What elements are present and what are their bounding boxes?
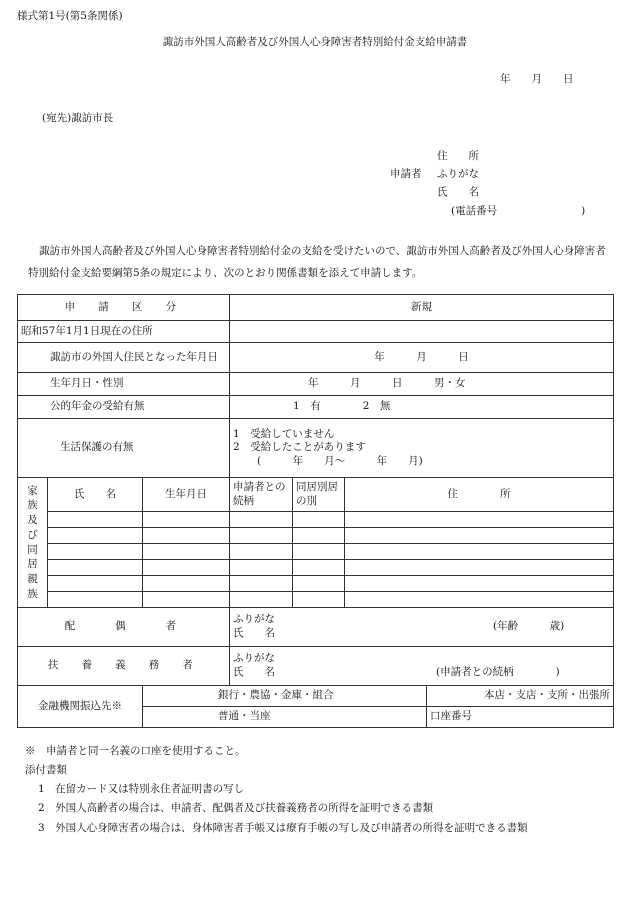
notes-section [25, 745, 528, 841]
date-field[interactable]: 年 月 日 [500, 73, 574, 85]
welfare-label: 生活保護の有無 [18, 419, 230, 478]
family-row[interactable] [18, 512, 614, 528]
attachment-item: 1 在留カード又は特別永住者証明書の写し [38, 783, 245, 796]
birth-sex-label: 生年月日・性別 [18, 373, 230, 396]
applicant-name-label: 氏 名 [437, 186, 479, 198]
resident-date-input[interactable]: 年 月 日 [230, 343, 614, 373]
pension-options[interactable]: 1 有 2 無 [230, 396, 614, 419]
pension-label: 公的年金の受給有無 [18, 396, 230, 419]
supporter-furigana-label: ふりがな [233, 652, 276, 665]
family-header-relation: 申請者との続柄 [230, 478, 293, 512]
family-row[interactable] [18, 592, 614, 608]
resident-date-label: 諏訪市の外国人住民となった年月日 [18, 343, 230, 373]
supporter-info[interactable] [230, 647, 614, 686]
supporter-name-label: 氏 名 [233, 665, 276, 678]
family-row[interactable] [18, 544, 614, 560]
spouse-label: 配 偶 者 [18, 608, 230, 647]
family-section-label: 家 族 及 び 同 居 親 族 [18, 478, 48, 608]
bank-label: 金融機関振込先※ [18, 686, 143, 728]
form-title: 諏訪市外国人高齢者及び外国人心身障害者特別給付金支給申請書 [162, 36, 468, 48]
application-table [17, 294, 614, 728]
family-row[interactable] [18, 528, 614, 544]
addressee: (宛先)諏訪市長 [42, 112, 114, 124]
welfare-period[interactable]: ( 年 月～ 年 月) [257, 454, 423, 467]
spouse-furigana-label: ふりがな [233, 613, 276, 626]
account-number-field[interactable]: 口座番号 [427, 707, 614, 728]
supporter-label: 扶 養 義 務 者 [18, 647, 230, 686]
spouse-name-label: 氏 名 [233, 626, 276, 639]
welfare-options[interactable] [230, 419, 614, 478]
applicant-label: 申請者 [390, 168, 422, 180]
address-1982-input[interactable] [230, 321, 614, 343]
supporter-relation[interactable]: (申請者との続柄 ) [436, 665, 560, 678]
applicant-furigana-label: ふりがな [437, 168, 479, 180]
family-header-dob: 生年月日 [143, 478, 230, 512]
family-row[interactable] [18, 560, 614, 576]
spouse-info[interactable] [230, 608, 614, 647]
family-header-name: 氏 名 [48, 478, 143, 512]
attachment-item: 2 外国人高齢者の場合は、申請者、配偶者及び扶養義務者の所得を証明できる書類 [38, 802, 434, 815]
address-1982-label: 昭和57年1月1日現在の住所 [18, 321, 230, 343]
attachment-item: 3 外国人心身障害者の場合は、身体障害者手帳又は療育手帳の写し及び申請者の所得を証明できる書類 [38, 821, 528, 834]
welfare-option-1[interactable]: 1 受給していません [233, 428, 335, 441]
welfare-option-2[interactable]: 2 受給したことがあります [233, 441, 366, 454]
family-header-cohabit: 同居別居の別 [293, 478, 345, 512]
form-number: 様式第1号(第5条関係) [17, 10, 123, 22]
applicant-address-label: 住 所 [437, 150, 479, 162]
attachments-label: 添付書類 [25, 764, 67, 777]
birth-sex-input[interactable]: 年 月 日 男・女 [230, 373, 614, 396]
applicant-phone-label: (電話番号 ) [451, 205, 586, 217]
category-label: 申 請 区 分 [18, 295, 230, 321]
account-type-options[interactable]: 普通・当座 [143, 707, 427, 728]
category-value[interactable]: 新規 [230, 295, 614, 321]
bank-type-options[interactable]: 銀行・農協・金庫・組合 [143, 686, 427, 707]
account-note: ※ 申請者と同一名義の口座を使用すること。 [25, 745, 246, 757]
family-row[interactable] [18, 576, 614, 592]
application-statement: 諏訪市外国人高齢者及び外国人心身障害者特別給付金の支給を受けたいので、諏訪市外国人高齢者及び外国人心身障害者特別給付金支給要綱第5条の規定により、次のとおり関係書類を添えて申請します。 [28, 245, 606, 279]
branch-type-options[interactable]: 本店・支店・支所・出張所 [427, 686, 614, 707]
spouse-age[interactable]: (年齢 歳) [493, 619, 565, 632]
family-header-address: 住 所 [345, 478, 614, 512]
